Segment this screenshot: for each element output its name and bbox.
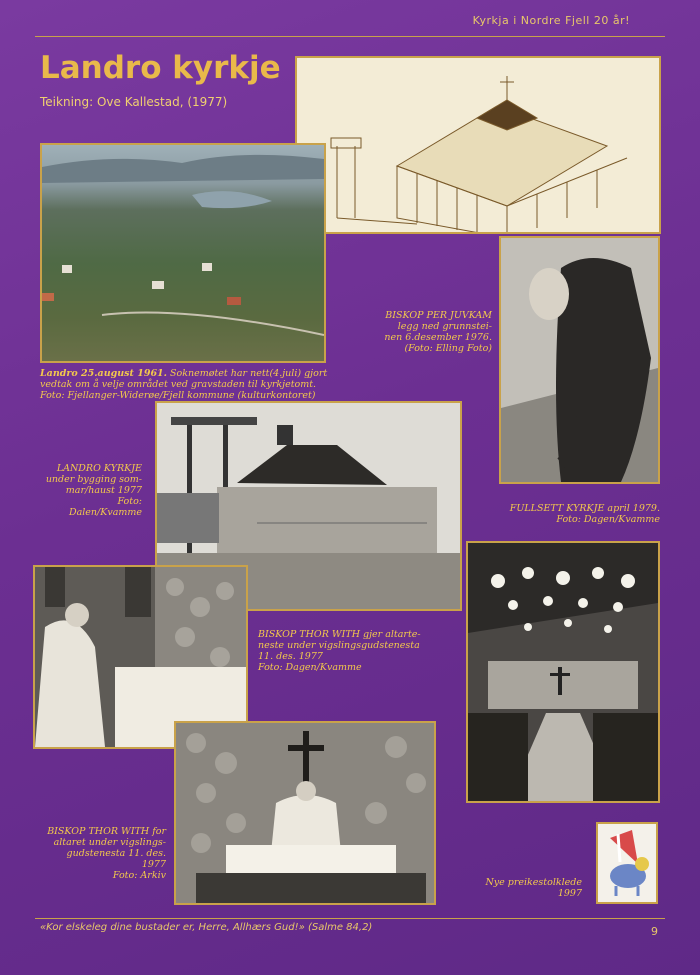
construction-caption-line3: mar/haust 1977 xyxy=(65,485,142,496)
construction-caption xyxy=(42,463,142,518)
drawing-credit: Teikning: Ove Kallestad, (1977) xyxy=(40,95,228,109)
page-number: 9 xyxy=(651,925,658,938)
bishop-stone-caption-line2: legg ned grunnstei- xyxy=(397,321,492,332)
bishop-stone-photo xyxy=(499,236,660,484)
aerial-caption-text: Soknemøtet har nett(4.juli) gjort vedtak om å velje området ved gravstaden til kyrkjetomt. Foto: Fjellanger-Widerøe/Fjell kommune (kulturkontoret) xyxy=(40,368,328,401)
page-title: Landro kyrkje xyxy=(40,50,281,86)
bishop-altar-caption-line2: neste under vigslingsgudstenesta xyxy=(258,640,420,651)
full-church-caption xyxy=(490,503,660,525)
aerial-caption-date: Landro 25.august 1961. xyxy=(40,368,167,379)
bishop-altar-caption-line1: BISKOP THOR WITH gjer altarte- xyxy=(258,629,421,640)
bishop-cross-caption-line5: Foto: Arkiv xyxy=(112,870,166,881)
full-church-caption-line1: FULLSETT KYRKJE april 1979. xyxy=(509,503,660,514)
pulpit-cloth-caption-line1: Nye preikestolklede xyxy=(485,877,582,888)
full-church-photo xyxy=(466,541,660,803)
construction-caption-line4: Foto: Dalen/Kvamme xyxy=(68,496,142,518)
bottom-divider xyxy=(35,918,665,919)
pulpit-cloth-caption xyxy=(470,877,582,899)
footer-quote: «Kor elskeleg dine bustader er, Herre, Allhærs Gud!» (Salme 84,2) xyxy=(40,922,373,933)
bishop-cross-caption-line2: altaret under vigslings- xyxy=(53,837,166,848)
bishop-cross-caption-line4: 1977 xyxy=(141,859,166,870)
construction-caption-line1: LANDRO KYRKJE xyxy=(56,463,142,474)
bishop-altar-caption xyxy=(258,629,433,673)
bishop-cross-caption xyxy=(42,826,166,881)
full-church-caption-line2: Foto: Dagen/Kvamme xyxy=(556,514,660,525)
construction-caption-line2: under bygging som- xyxy=(45,474,142,485)
top-divider xyxy=(35,36,665,37)
bishop-stone-caption-line3: nen 6.desember 1976. xyxy=(384,332,492,343)
pulpit-cloth-image xyxy=(596,822,658,904)
bishop-cross-photo xyxy=(174,721,436,905)
bishop-stone-caption xyxy=(370,310,492,354)
bishop-stone-caption-line4: (Foto: Elling Foto) xyxy=(404,343,492,354)
bishop-altar-caption-line3: 11. des. 1977 xyxy=(258,651,323,662)
bishop-cross-caption-line1: BISKOP THOR WITH for xyxy=(47,826,166,837)
aerial-caption xyxy=(40,368,336,401)
bishop-cross-caption-line3: gudstenesta 11. des. xyxy=(66,848,166,859)
running-header: Kyrkja i Nordre Fjell 20 år! xyxy=(472,14,630,27)
bishop-altar-caption-line4: Foto: Dagen/Kvamme xyxy=(258,662,362,673)
pulpit-cloth-caption-line2: 1997 xyxy=(557,888,582,899)
aerial-photo xyxy=(40,143,326,363)
church-drawing xyxy=(295,56,661,234)
bishop-stone-caption-line1: BISKOP PER JUVKAM xyxy=(385,310,492,321)
